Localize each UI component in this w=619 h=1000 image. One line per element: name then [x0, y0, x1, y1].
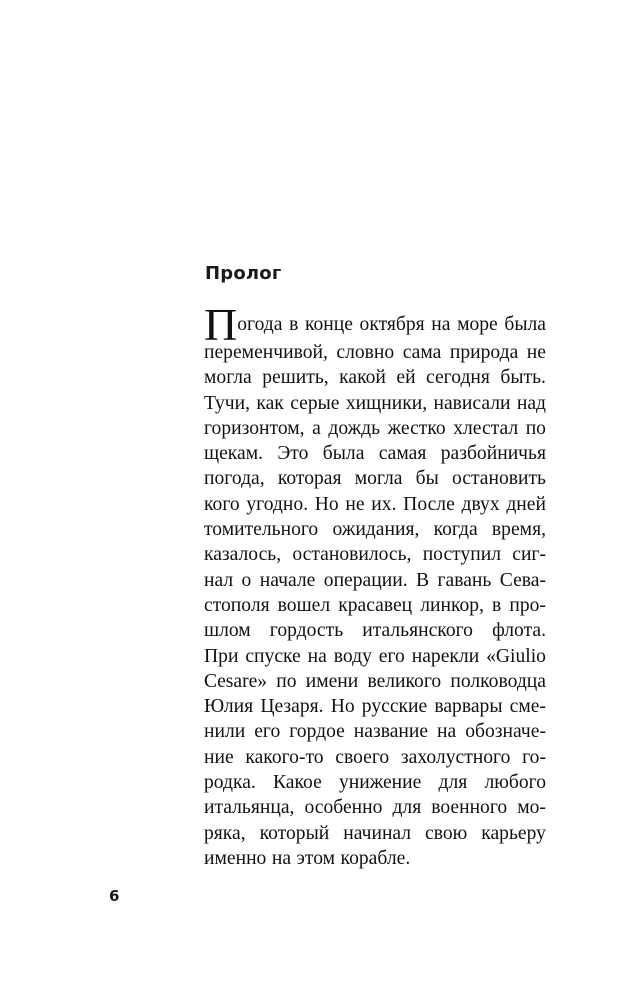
text-line: родка. Какое унижение для любого: [204, 772, 546, 794]
text-line: переменчивой, словно сама природа не: [204, 342, 546, 363]
prologue-text: [204, 299, 546, 871]
text-line: При спуске на воду его нарекли «Giulio: [204, 645, 546, 667]
drop-cap: П: [204, 299, 238, 350]
text-line: шлом гордость итальянского флота.: [204, 620, 546, 642]
text-line: Юлия Цезаря. Но русские варвары сме-: [204, 696, 546, 718]
text-line: ряка, который начинал свою карьеру: [204, 822, 546, 844]
text-line: именно на этом корабле.: [204, 847, 411, 869]
text-line: кого угодно. Но не их. После двух дней: [204, 493, 546, 515]
text-line: щекам. Это была самая разбойничья: [204, 443, 546, 465]
text-line: могла решить, какой ей сегодня быть.: [204, 367, 546, 389]
text-line: томительного ожидания, когда время,: [204, 519, 546, 541]
chapter-title: Пролог: [205, 263, 282, 284]
text-line: Тучи, как серые хищники, нависали над: [204, 392, 546, 414]
text-line: ние какого-то своего захолустного го-: [204, 746, 546, 768]
text-line: казалось, остановилось, поступил сиг-: [204, 544, 546, 566]
page-number: 6: [109, 887, 120, 905]
text-line: погода, которая могла бы остановить: [204, 468, 546, 490]
text-line: нал о начале операции. В гавань Сева-: [204, 569, 546, 591]
text-line: Cesare» по имени великого полководца: [204, 670, 546, 692]
text-line: итальянца, особенно для военного мо-: [204, 797, 546, 819]
text-line: П огода в конце октября на море была: [204, 299, 546, 350]
text-line: горизонтом, а дождь жестко хлестал по: [204, 417, 546, 439]
text-line: стополя вошел красавец линкор, в про-: [204, 594, 546, 616]
text-line: нили его гордое название на обозначе-: [204, 721, 546, 743]
